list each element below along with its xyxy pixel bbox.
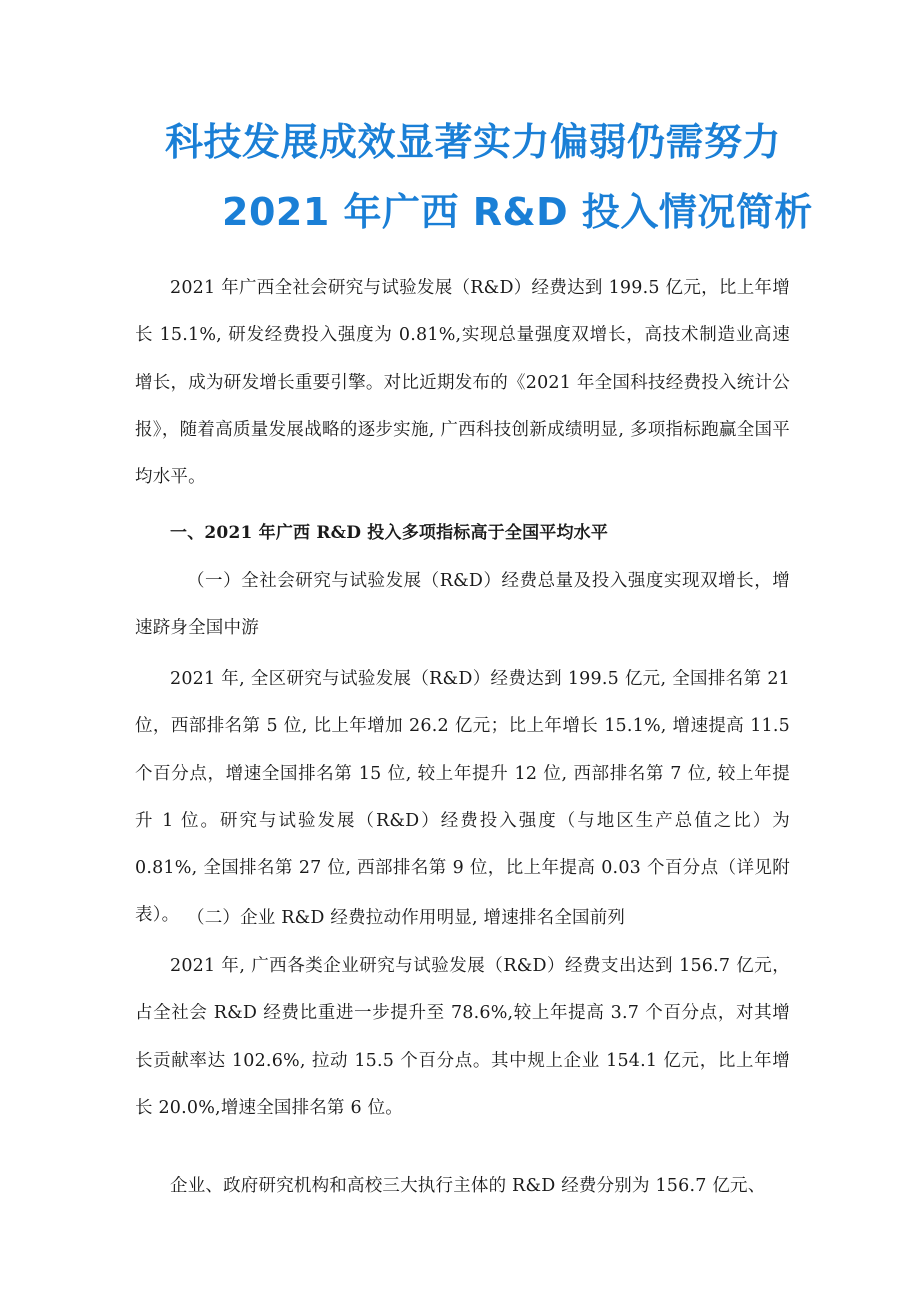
subsection-heading-1-1: （一）全社会研究与试验发展（R&D）经费总量及投入强度实现双增长，增速跻身全国中游: [135, 571, 790, 639]
document-title-line-2: 2021 年广西 R&D 投入情况简析: [222, 190, 813, 234]
body-paragraph-1-2: 2021 年, 广西各类企业研究与试验发展（R&D）经费支出达到 156.7 亿元，占全社会 R&D 经费比重进一步提升至 78.6%,较上年提高 3.7 个百分点，对其增长贡献率达 102.6%, 拉动 15.5 个百分点。其中规上企业 154.1 亿元，比上年增长 20.0%,增速全国排名第 6 位。: [135, 956, 790, 1118]
body-paragraph-1-1: 2021 年, 全区研究与试验发展（R&D）经费达到 199.5 亿元, 全国排名第 21 位，西部排名第 5 位, 比上年增加 26.2 亿元；比上年增长 15.1%, 增速提高 11.5 个百分点，增速全国排名第 15 位, 较上年提升 12 位, 西部排名第 7 位, 较上年提升 1 位。研究与试验发展（R&D）经费投入强度（与地区生产总值之比）为 0.81%, 全国排名第 27 位, 西部排名第 9 位，比上年提高 0.03 个百分点（详见附表）。: [135, 669, 790, 926]
document-title-line-1: 科技发展成效显著实力偏弱仍需努力: [165, 120, 782, 164]
intro-paragraph: 2021 年广西全社会研究与试验发展（R&D）经费达到 199.5 亿元，比上年增长 15.1%, 研发经费投入强度为 0.81%,实现总量强度双增长，高技术制造业高速增长，成为研发增长重要引擎。对比近期发布的《2021 年全国科技经费投入统计公报》，随着高质量发展战略的逐步实施, 广西科技创新成绩明显, 多项指标跑赢全国平均水平。: [135, 278, 790, 488]
subsection-heading-1-2: （二）企业 R&D 经费拉动作用明显, 增速排名全国前列: [187, 908, 626, 928]
body-paragraph-1-3: 企业、政府研究机构和高校三大执行主体的 R&D 经费分别为 156.7 亿元、: [170, 1176, 766, 1196]
section-heading-1: 一、2021 年广西 R&D 投入多项指标高于全国平均水平: [170, 523, 609, 543]
